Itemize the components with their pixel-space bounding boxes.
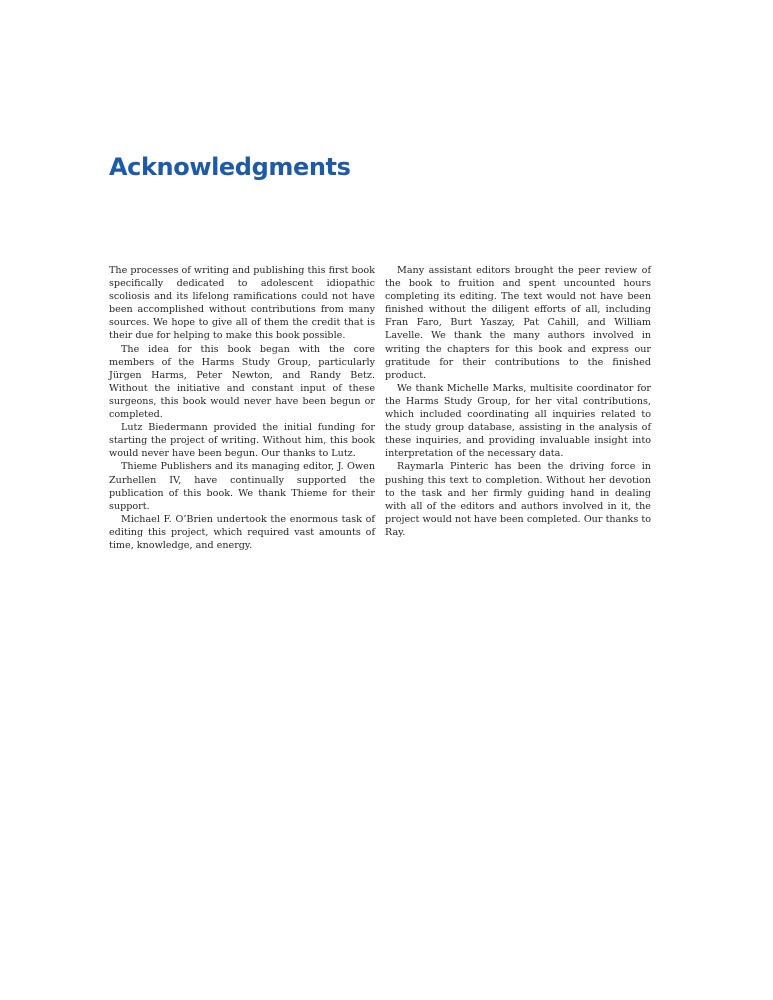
paragraph: The idea for this book began with the core members of the Harms Study Group, particularly Jürgen Harms, Peter Newton, and Randy Betz. Without the initiative and constant input of these surgeons, this book would never have been begun or completed. xyxy=(109,343,375,421)
left-text-column xyxy=(109,264,375,552)
paragraph: We thank Michelle Marks, multisite coordinator for the Harms Study Group, for her vital contributions, which included coordinating all inquiries related to the study group database, assisting in the analysis of these inquiries, and providing invaluable insight into interpretation of the necessary data. xyxy=(385,382,651,460)
paragraph: Thieme Publishers and its managing editor, J. Owen Zurhellen IV, have continually supported the publication of this book. We thank Thieme for their support. xyxy=(109,461,375,512)
right-text-column xyxy=(385,264,651,539)
paragraph: Many assistant editors brought the peer review of the book to fruition and spent uncounted hours completing its editing. The text would not have been finished without the diligent efforts of all, including Fran Faro, Burt Yaszay, Pat Cahill, and William Lavelle. We thank the many authors involved in writing the chapters for this book and express our gratitude for their contributions to the finished product. xyxy=(385,265,651,381)
paragraph: Raymarla Pinteric has been the driving force in pushing this text to completion. Without her devotion to the task and her firmly guiding hand in dealing with all of the editors and authors involved in it, the project would not have been completed. Our thanks to Ray. xyxy=(385,461,651,538)
paragraph: Lutz Biedermann provided the initial funding for starting the project of writing. Without him, this book would never have been begun. Our thanks to Lutz. xyxy=(109,422,375,460)
paragraph: Michael F. O’Brien undertook the enormous task of editing this project, which required vast amounts of time, knowledge, and energy. xyxy=(109,513,375,551)
page-title: Acknowledgments xyxy=(109,153,351,181)
paragraph: The processes of writing and publishing this first book specifically dedicated to adolescent idiopathic scoliosis and its lifelong ramifications could not have been accomplished without contributions from many sources. We hope to give all of them the credit that is their due for helping to make this book possible. xyxy=(109,265,375,342)
